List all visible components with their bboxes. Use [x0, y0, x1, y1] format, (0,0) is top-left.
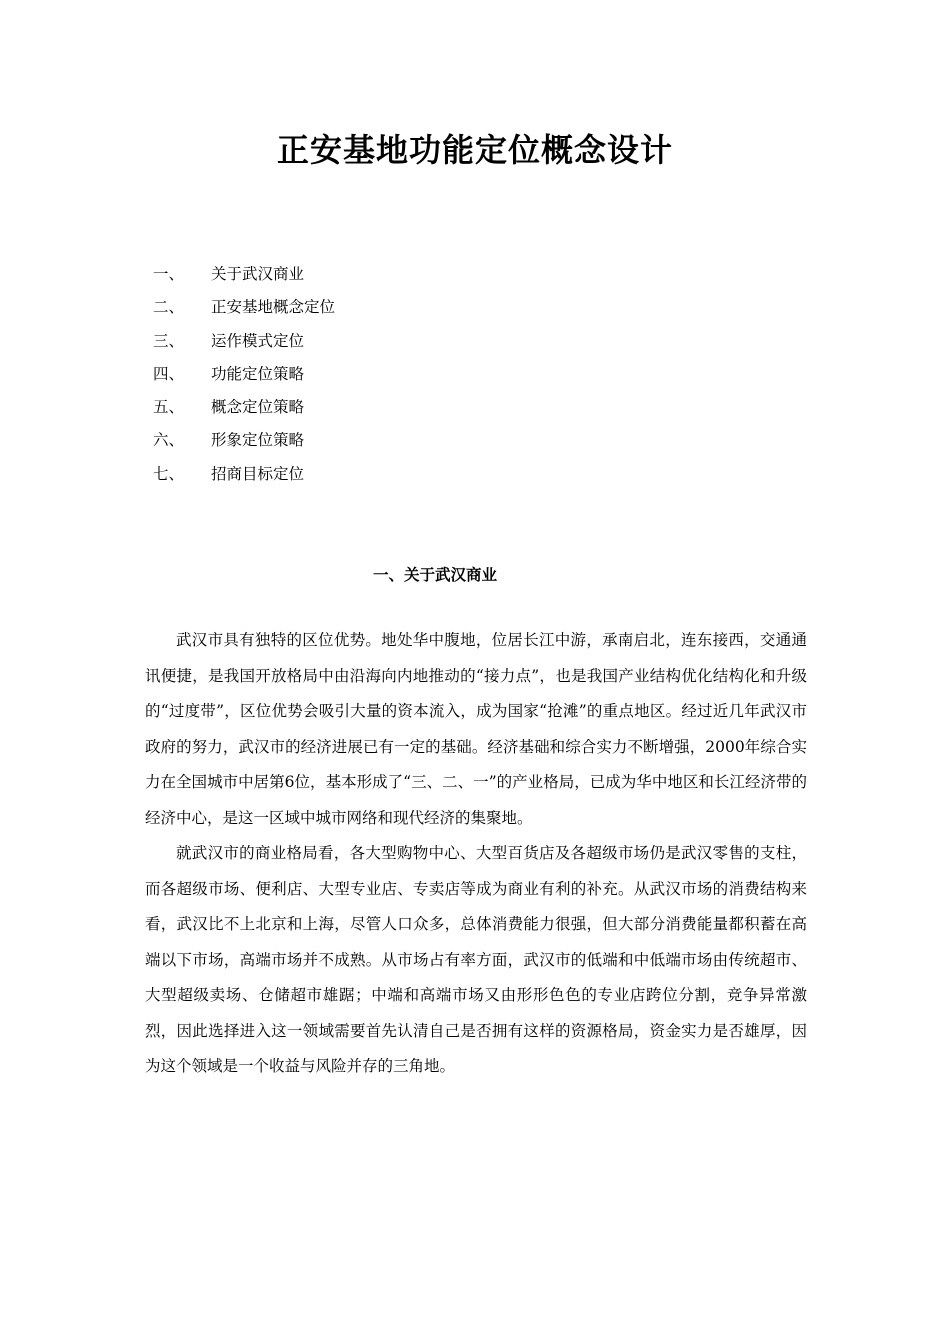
section-heading: 一、关于武汉商业	[372, 565, 497, 584]
toc-item-label: 概念定位策略	[211, 398, 305, 417]
table-of-contents	[153, 258, 335, 491]
document-title: 正安基地功能定位概念设计	[276, 131, 673, 169]
toc-item-number: 二、	[153, 298, 185, 317]
toc-item-label: 招商目标定位	[211, 464, 305, 483]
body-text	[145, 623, 807, 1085]
toc-item	[153, 258, 335, 291]
body-paragraph: 武汉市具有独特的区位优势。地处华中腹地，位居长江中游，承南启北，连东接西，交通通讯便捷，是我国开放格局中由沿海向内地推动的“接力点”，也是我国产业结构优化结构化和升级的“过度带”，区位优势会吸引大量的资本流入，成为国家“抢滩”的重点地区。经过近几年武汉市政府的努力，武汉市的经济进展已有一定的基础。经济基础和综合实力不断增强，2000年综合实力在全国城市中居第6位，基本形成了“三、二、一”的产业格局，已成为华中地区和长江经济带的经济中心，是这一区域中城市网络和现代经济的集聚地。	[145, 631, 807, 827]
toc-item-number: 四、	[153, 364, 185, 383]
toc-item-label: 正安基地概念定位	[211, 298, 336, 317]
toc-item-label: 运作模式定位	[211, 331, 305, 350]
toc-item	[153, 458, 335, 491]
toc-item-label: 形象定位策略	[211, 431, 305, 450]
toc-item	[153, 391, 335, 424]
toc-item-number: 七、	[153, 464, 185, 483]
toc-item	[153, 325, 335, 358]
toc-item-number: 五、	[153, 398, 185, 417]
toc-item	[153, 358, 335, 391]
toc-item-label: 功能定位策略	[211, 364, 305, 383]
toc-item	[153, 424, 335, 457]
toc-item-number: 一、	[153, 265, 185, 283]
body-paragraph: 就武汉市的商业格局看，各大型购物中心、大型百货店及各超级市场仍是武汉零售的支柱，而各超级市场、便利店、大型专业店、专卖店等成为商业有利的补充。从武汉市场的消费结构来看，武汉比不上北京和上海，尽管人口众多，总体消费能力很强，但大部分消费能量都积蓄在高端以下市场，高端市场并不成熟。从市场占有率方面，武汉市的低端和中低端市场由传统超市、大型超级卖场、仓储超市雄踞；中端和高端市场又由形形色色的专业店跨位分割，竞争异常激烈，因此选择进入这一领域需要首先认清自己是否拥有这样的资源格局，资金实力是否雄厚，因为这个领域是一个收益与风险并存的三角地。	[145, 844, 807, 1075]
toc-item-label: 关于武汉商业	[211, 265, 305, 283]
toc-item-number: 六、	[153, 431, 185, 450]
toc-item	[153, 291, 335, 324]
toc-item-number: 三、	[153, 331, 185, 350]
